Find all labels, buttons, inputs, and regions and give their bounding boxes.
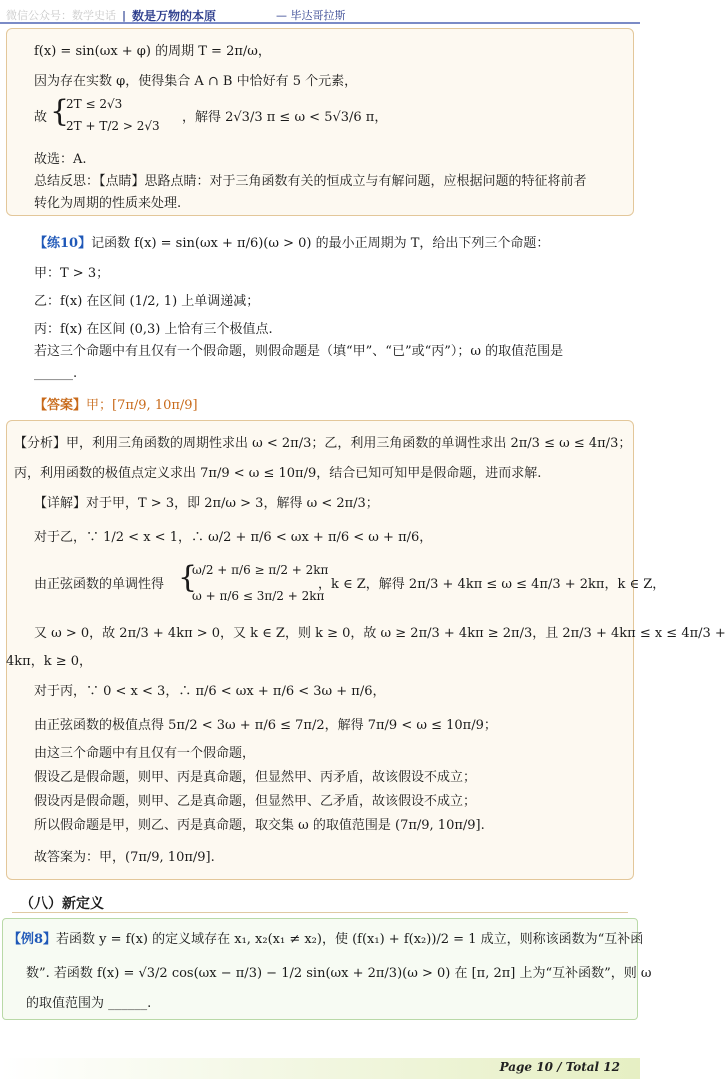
- answer-text: 甲；[7π/9, 10π/9]: [86, 398, 198, 413]
- prev-system-line-2: 2T + T/2 > 2√3: [66, 119, 160, 133]
- header-source: 微信公众号：数学史话: [6, 9, 116, 22]
- detail-system-brace: {: [178, 560, 198, 595]
- page-header: [0, 0, 640, 30]
- header-author: — 毕达哥拉斯: [276, 9, 346, 22]
- detail-line-9: 假设乙是假命题，则甲、丙是真命题，但显然甲、丙矛盾，故该假设不成立；: [34, 770, 477, 785]
- example-line-2: 数”. 若函数 f(x) = √3/2 cos(ωx − π/3) − 1/2 sin(ωx + 2π/3)(ω > 0) 在 [π, 2π] 上为“互补函数”，则 ω: [26, 966, 652, 981]
- detail-line-6: 对于丙，∵ 0 < x < 3，∴ π/6 < ωx + π/6 < 3ω + π/6，: [34, 684, 386, 699]
- detail-line-2: 对于乙，∵ 1/2 < x < 1，∴ ω/2 + π/6 < ωx + π/6 < ω + π/6，: [34, 530, 433, 545]
- proposition-c: 丙：f(x) 在区间 (0,3) 上恰有三个极值点.: [34, 322, 273, 337]
- analysis-line-1: 【分析】甲，利用三角函数的周期性求出 ω < 2π/3；乙，利用三角函数的单调性求出 2π/3 ≤ ω ≤ 4π/3；: [14, 436, 632, 451]
- example-tag: 【例8】: [8, 932, 57, 947]
- detail-line-8: 由这三个命题中有且仅有一个假命题，: [34, 746, 256, 761]
- prev-system-line-1: 2T ≤ 2√3: [66, 97, 123, 111]
- proposition-a: 甲：T > 3；: [34, 266, 110, 281]
- detail-system-line-2: ω + π/6 ≤ 3π/2 + 2kπ: [192, 589, 325, 603]
- detail-line-11: 所以假命题是甲，则乙、丙是真命题，取交集 ω 的取值范围是 (7π/9, 10π/9].: [34, 818, 485, 833]
- header-separator: |: [122, 8, 127, 22]
- page-footer: [0, 1058, 640, 1079]
- prev-line-2: 因为存在实数 φ，使得集合 A ∩ B 中恰好有 5 个元素，: [34, 74, 358, 89]
- example-text-1: 若函数 y = f(x) 的定义域存在 x₁, x₂(x₁ ≠ x₂)，使 (f(x₁) + f(x₂))/2 = 1 成立，则称该函数为“互补函: [56, 932, 644, 947]
- prev-line-3-result: ，解得 2√3/3 π ≤ ω < 5√3/6 π，: [182, 110, 388, 125]
- exercise-stem: 记函数 f(x) = sin(ωx + π/6)(ω > 0) 的最小正周期为 T，给出下列三个命题：: [91, 236, 550, 251]
- section-divider: [12, 912, 628, 913]
- prev-line-6: 转化为周期的性质来处理.: [34, 196, 182, 211]
- prev-line-3-prefix: 故: [34, 110, 48, 125]
- detail-system-line-1: ω/2 + π/6 ≥ π/2 + 2kπ: [192, 563, 329, 577]
- detail-line-1: 【详解】对于甲，T > 3，即 2π/ω > 3，解得 ω < 2π/3；: [34, 496, 379, 511]
- detail-line-12: 故答案为：甲，(7π/9, 10π/9].: [34, 850, 215, 865]
- exercise-tag: 【练10】: [34, 236, 92, 251]
- section-title: （八）新定义: [20, 896, 104, 912]
- detail-line-5: 4kπ，k ≥ 0，: [6, 654, 92, 669]
- header-topic: 数是万物的本原: [132, 8, 217, 23]
- detail-line-7: 由正弦函数的极值点得 5π/2 < 3ω + π/6 ≤ 7π/2，解得 7π/9 < ω ≤ 10π/9；: [34, 718, 497, 733]
- example-line-1: [8, 930, 643, 950]
- header-divider: [0, 22, 640, 24]
- detail-line-3-prefix: 由正弦函数的单调性得: [34, 577, 165, 592]
- prev-line-4: 故选：A.: [34, 152, 87, 167]
- exercise-question: 若这三个命题中有且仅有一个假命题，则假命题是（填“甲”、“已”或“丙”）；ω 的取值范围是: [34, 344, 564, 359]
- detail-line-4: 又 ω > 0，故 2π/3 + 4kπ > 0，又 k ∈ Z，则 k ≥ 0，故 ω ≥ 2π/3 + 4kπ ≥ 2π/3，且 2π/3 + 4kπ ≤ x ≤ 4π/3 +: [34, 626, 726, 641]
- prev-line-5: 总结反思：【点睛】思路点睛：对于三角函数有关的恒成立与有解问题，应根据问题的特征将前者: [34, 174, 587, 189]
- example-line-3: 的取值范围为 ______.: [26, 996, 152, 1011]
- answer-line: [34, 396, 198, 416]
- answer-tag: 【答案】: [34, 398, 87, 413]
- exercise-stem-line: [34, 234, 549, 254]
- detail-line-10: 假设丙是假命题，则甲、乙是真命题，但显然甲、乙矛盾，故该假设不成立；: [34, 794, 477, 809]
- exercise-blank: ______.: [34, 366, 78, 381]
- detail-line-3-suffix: ，k ∈ Z，解得 2π/3 + 4kπ ≤ ω ≤ 4π/3 + 2kπ，k ∈ Z，: [318, 577, 666, 592]
- page-number: Page 10 / Total 12: [499, 1060, 620, 1074]
- proposition-b: 乙：f(x) 在区间 (1/2, 1) 上单调递减；: [34, 294, 260, 309]
- prev-line-1: f(x) = sin(ωx + φ) 的周期 T = 2π/ω，: [34, 44, 271, 59]
- prev-system-brace: {: [50, 94, 70, 129]
- analysis-line-2: 丙，利用函数的极值点定义求出 7π/9 < ω ≤ 10π/9，结合已知可知甲是假命题，进而求解.: [14, 466, 542, 481]
